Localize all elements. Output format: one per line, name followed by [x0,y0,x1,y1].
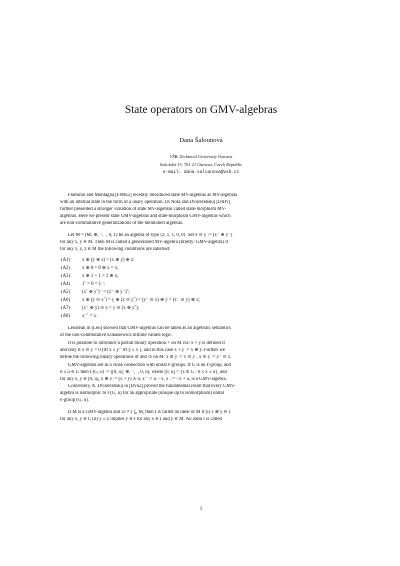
body-line: algebra is isomorphic to Γ(G, u) for an appropriate (unique up to isomorphism) unital [60,391,224,396]
body-line: 0 ≤ u ∈ G then Γ(G, u) := ([0, u]; ⊕, ⁻, ˜, 0, u), where [0, u] = {x ∈ G : 0 ≤ x ≤ u}, and [60,370,227,375]
axiom-formula: x ⊕ 0 = 0 ⊕ x = x; [82,266,119,271]
intro-line: are non-commutative generalizations of the mentioned algebras. [60,221,184,226]
definition-line: for any x, y, z ∈ M the following conditions are satisfied: [60,247,171,252]
body-line: and only if x ⊙ y = 0 (iff x ≤ y⁻ iff y ≤ x˜), and in this case x + y := x ⊕ y. Further we [60,348,225,353]
body-line: Conversely, A. Dvurečenskij in [Dvu2] proved the fundamental result that every GMV- [68,384,236,389]
definition-line: for any x, y ∈ M. Then M is called a generalized MV-algebra (briefly: GMV-algebra) if [60,240,229,245]
body-line: of the non-commutative Łukasiewicz infinite valued logic. [60,333,173,338]
axiom-label: (A3) [61,274,71,279]
axiom-formula: (x⁻ ⊕ y) ⊙ x = y ⊙ (x ⊕ y˜); [82,306,140,311]
ideal-line: for any x, y ∈ I; (ii) y ≤ x implies y ∈ I for any x ∈ I and y ∈ M. An ideal I is called [60,417,222,422]
body-line: GMV-algebras are in a close connection with unital ℓ-groups. If G is an ℓ-group, and [68,363,231,368]
axiom-formula: x ⊕ (y ⊕ z) = (x ⊕ y) ⊕ z; [82,258,135,263]
axiom-formula: 1˜ = 0 = 1⁻; [82,282,105,287]
body-line: for any x, y ∈ [0, u], x ⊕ y := (x + y) ∧ u, x⁻ := u − x, x˜ := −x + u, is a GMV-algebra. [60,377,227,382]
axiom-label: (A5) [61,290,71,295]
axiom-formula: x ⊕ 1 = 1 = 1 ⊕ x; [82,274,119,279]
body-line: Leustean in [Leu] showed that GMV-algebras can be taken as an algebraic semantics [68,326,231,331]
body-line: define the following binary operations ⊘ and ⊙ on M: x ⊘ y := x ⊙ y˜, x ⊙ y := y⁻ ⊙ x. [60,355,232,360]
axiom-label: (A4) [61,282,71,287]
axiom-label: (A6) [61,298,71,303]
axiom-label: (A7) [61,306,71,311]
axiom-formula: x⁻˜ = x. [82,314,98,319]
axiom-formula: x ⊕ (y ⊙ x˜) = y ⊕ (x ⊙ y˜) = (y⁻ ⊙ x) ⊕ y = (x⁻ ⊙ y) ⊕ x; [82,298,200,303]
paper-title: State operators on GMV-algebras [124,104,278,116]
body-line: It is possible to introduce a partial binary operation + on M via: x + y is defined if [68,341,226,346]
ideal-line: If M is a GMV-algebra and ∅ ≠ I ⊆ M, then I is called an ideal of M if (i) x ⊕ y ∈ I [68,410,231,415]
axiom-label: (A1) [61,258,71,263]
body-line: ℓ-group (G, u). [60,398,89,403]
affiliation-institution: VŠB–Technical University Ostrava [169,154,233,159]
intro-line: further presented a stronger variation of state MV-algebras called state-morphism MV- [60,207,227,212]
intro-line: algebras. Here we present state GMV-algebras and state-morphism GMV-algebras which [60,214,231,219]
affiliation-address: Sokolská 33, 701 21 Ostrava, Czech Republic [159,162,243,167]
author-email: e-mail: dana.salounova@vsb.cz [162,170,240,175]
definition-line: Let M = (M; ⊕, ⁻, ˜, 0, 1) be an algebra of type ⟨2, 1, 1, 0, 0⟩. Set x ⊙ y := (x⁻ ⊕ y⁻)˜ [68,233,234,238]
axiom-label: (A8) [61,314,71,319]
intro-line: Flaminio and Montagna [FlMo2] recently introduced state MV-algebras as MV-algebras [68,193,238,198]
intro-line: with an internal state in the form of a unary operation. Di Nola and Dvurečenskij [DiDv] [60,200,231,205]
axiom-label: (A2) [61,266,71,271]
axiom-formula: (x˜ ⊕ y˜)⁻ = (x⁻ ⊕ y⁻)˜; [82,290,130,295]
author-name: Dana Šalounová [179,137,223,144]
page-number: 1 [199,507,203,512]
